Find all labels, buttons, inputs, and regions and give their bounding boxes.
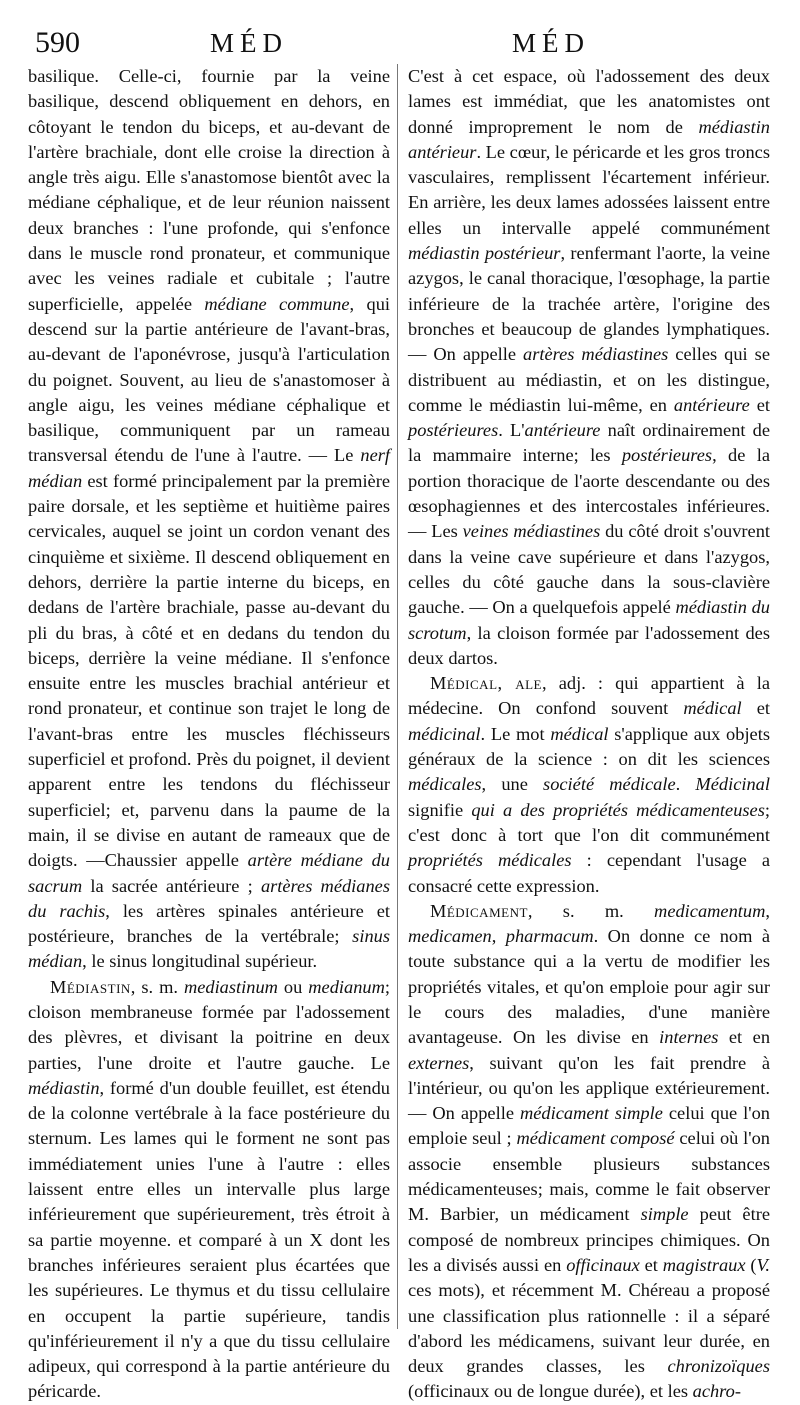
italic-term: médicales [408, 774, 482, 795]
text-run: , les artères spinales antérieure et postérieure, branches de la vertébrale; [28, 900, 390, 947]
text-run: naît ordinairement de la mammaire interne; les [408, 420, 770, 466]
italic-term: médiastin postérieur [408, 243, 561, 264]
text-run: . On donne ce nom à toute substance qui a la vertu de modifier les propriétés vitales, et qu'on emploie pour agir sur le cours des maladies, d'une manière avantageuse. On les divise en [408, 926, 770, 1048]
text-run: , le sinus longitudinal supérieur. [82, 951, 318, 972]
italic-term: médicament composé [516, 1128, 675, 1149]
text-run: (officinaux ou de longue durée), et les [408, 1381, 693, 1402]
text-run: , la cloison formée par l'adossement des deux dartos. [408, 622, 770, 668]
italic-term: antérieure [673, 394, 750, 415]
italic-term: V. [756, 1254, 770, 1275]
italic-term: médicinal [408, 723, 481, 744]
italic-term: qui a des propriétés médicamenteuses [471, 799, 765, 820]
text-run: , s. m. [527, 900, 655, 921]
text-run: est formé principalement par la première paire dorsale, et les septième et huitième paires cervicales, auquel se joint un cordon venant des cinquième et sixième. Il descend obliquement en dehors, derrière la partie interne du biceps, en dedans de l'artère brachiale, passe au-devant du pli du bras, à côté et en dedans du tendon du biceps, derrière la veine médiane. Il s'enfonce ensuite entre les muscles brachial antérieur et rond pronateur, et continue son trajet le long de l'avant-bras entre les muscles fléchisseurs superficiel et profond. Près du poignet, il devient apparent entre les tendons du fléchisseur superficiel; et, parvenu dans la paume de la main, il se divise en autant de rameaux que de doigts. —Chaussier appelle [28, 470, 390, 871]
text-run: basilique. Celle-ci, fournie par la veine basilique, descend obliquement en dehors, en côtoyant le tendon du biceps, et au-devant de l'artère brachiale, dont elle croise la direction à angle très aigu. Elle s'anastomose bientôt avec la médiane céphalique, et de leur réunion naissent deux branches : l'une profonde, qui s'enfonce dans le muscle rond pronateur, et communique avec les veines radiale et cubitale ; l'autre superficielle, appelée [28, 66, 390, 314]
italic-term: medianum [308, 976, 385, 997]
text-run: , [491, 926, 506, 947]
paragraph-mediastin-continued [408, 64, 770, 671]
left-column [28, 64, 390, 1405]
text-run: , de la portion thoracique de l'aorte descendante ou des œsophagiennes et des intercostales inférieures. — Les [408, 445, 770, 542]
text-run: . [675, 774, 696, 795]
entry-headword: Médiastin [50, 976, 131, 997]
italic-term: postérieures [408, 420, 499, 441]
italic-term: nerf médian [28, 445, 390, 491]
italic-term: artères médiastines [523, 344, 669, 365]
text-run: , adj. : qui appartient à la médecine. On confond souvent [408, 673, 770, 719]
italic-term: Médicinal [695, 774, 770, 795]
text-run: ; cloison membraneuse formée par l'adossement des plèvres, et divisant la poitrine en deux parties, l'une droite et l'autre gauche. Le [28, 976, 390, 1073]
text-run: du côté droit s'ouvrent dans la veine cave supérieure et dans l'azygos, celles du côté gauche dans la sous-clavière gauche. — On a quelquefois appelé [408, 521, 770, 618]
text-run: ( [745, 1254, 757, 1275]
running-head-left: MÉD [210, 28, 288, 58]
text-run: s'applique aux objets généraux de la science : on dit les sciences [408, 723, 770, 770]
column-divider [397, 64, 398, 1329]
page-number: 590 [35, 26, 80, 59]
text-run: ces mots), et récemment M. Chéreau a proposé une classification plus rationnelle : il a séparé d'abord les médicamens, suivant leur durée, en deux grandes classes, les [408, 1280, 770, 1377]
text-run: , s. m. [130, 976, 184, 997]
italic-term: magistraux [662, 1254, 746, 1275]
text-run: ; c'est donc à tort que l'on dit communément [408, 799, 770, 845]
italic-term: medicamentum [654, 900, 766, 921]
italic-term: internes [659, 1027, 719, 1048]
italic-term: externes [408, 1052, 470, 1073]
text-run: , renfermant l'aorte, la veine azygos, le canal thoracique, l'œsophage, la partie inférieure de la trachée artère, l'origine des bronches et beaucoup de glandes lymphatiques. — On appelle [408, 243, 770, 365]
text-run: , une [481, 774, 544, 795]
italic-term: médiane commune [204, 293, 350, 314]
text-run: , suivant qu'on les fait prendre à l'intérieur, ou qu'on les applique extérieurement. — On appelle [408, 1052, 770, 1124]
italic-term: pharmacum [505, 926, 594, 947]
paragraph-mediane-continued [28, 64, 390, 975]
text-run: et [639, 1254, 663, 1275]
text-run: . Le mot [480, 723, 551, 744]
entry-medical [408, 671, 770, 899]
italic-term: medicamen [408, 926, 492, 947]
text-run: et [749, 394, 771, 415]
italic-term: antérieure [524, 420, 601, 441]
italic-term: mediastinum [183, 976, 278, 997]
text-run: celles qui se distribuent au médiastin, et on les distingue, comme le médiastin lui-même, en [408, 344, 770, 415]
running-head-right: MÉD [512, 28, 590, 58]
italic-term: société médicale [543, 774, 676, 795]
text-run: . L' [498, 420, 525, 441]
page-header [30, 20, 770, 64]
italic-term: médiastin du scrotum [408, 597, 770, 643]
italic-term: médicament simple [519, 1103, 663, 1124]
text-run: celui que l'on emploie seul ; [408, 1103, 771, 1149]
text-run: et [741, 698, 770, 719]
italic-term: officinaux [566, 1254, 640, 1275]
text-run: peut être composé de nombreux principes chimiques. On les a divisés aussi en [408, 1204, 770, 1275]
italic-term: artère médiane du sacrum [28, 850, 390, 896]
text-run: . Le cœur, le péricarde et les gros troncs vasculaires, remplissent l'écartement inférieur. En arrière, les deux lames adossées laissent entre elles un intervalle appelé communément [408, 141, 770, 238]
italic-term: médical [683, 698, 742, 719]
italic-term: médiastin antérieur [408, 116, 770, 162]
italic-term: simple [640, 1204, 689, 1225]
text-run: , qui descend sur la partie antérieure de l'avant-bras, au-devant de l'aponévrose, jusqu'à l'articulation du poignet. Souvent, au lieu de s'anastomoser à angle aigu, les veines médiane céphalique et basilique, communiquent par un rameau transversal étendu de l'une à l'autre. — Le [28, 293, 390, 466]
italic-term: médiastin [28, 1077, 100, 1098]
italic-term: achro- [692, 1381, 741, 1402]
entry-headword: Médical, ale [430, 673, 543, 694]
text-run: , formé d'un double feuillet, est étendu de la colonne vertébrale à la face postérieure du sternum. Les lames qui le forment ne sont pas immédiatement unies l'une à l'autre : elles laissent entre elles un intervalle plus large inférieurement que supérieurement, très étroit à sa partie moyenne. et comparé à un X dont les branches inférieures seraient plus écartées que les supérieures. Le thymus et du tissu cellulaire en occupent la partie supérieure, tandis qu'inférieurement il n'y a que du tissu cellulaire adipeux, qui correspond à la partie antérieure du péricarde. [28, 1077, 390, 1402]
text-run: signifie [408, 799, 472, 820]
italic-term: sinus médian [28, 926, 390, 972]
italic-term: chronizoïques [667, 1356, 770, 1377]
text-run: celui où l'on associe ensemble plusieurs substances médicamenteuses; mais, comme le fait observer M. Barbier, un médicament [408, 1128, 770, 1225]
text-run: la sacrée antérieure ; [82, 875, 261, 896]
italic-term: propriétés médicales [408, 850, 572, 871]
entry-headword: Médicament [430, 900, 528, 921]
entry-mediastin [28, 975, 390, 1405]
italic-term: médical [550, 723, 609, 744]
entry-medicament [408, 899, 770, 1405]
italic-term: postérieures [621, 445, 713, 466]
italic-term: artères médianes du rachis [28, 875, 391, 921]
text-run: , [765, 900, 770, 921]
text-run: ou [277, 976, 309, 997]
text-run: C'est à cet espace, où l'adossement des deux lames est immédiat, que les anatomistes ont donné improprement le nom de [408, 66, 770, 137]
right-column [408, 64, 770, 1405]
text-run: et en [718, 1027, 771, 1048]
text-run: : cependant l'usage a consacré cette expression. [408, 850, 770, 896]
italic-term: veines médiastines [462, 521, 601, 542]
